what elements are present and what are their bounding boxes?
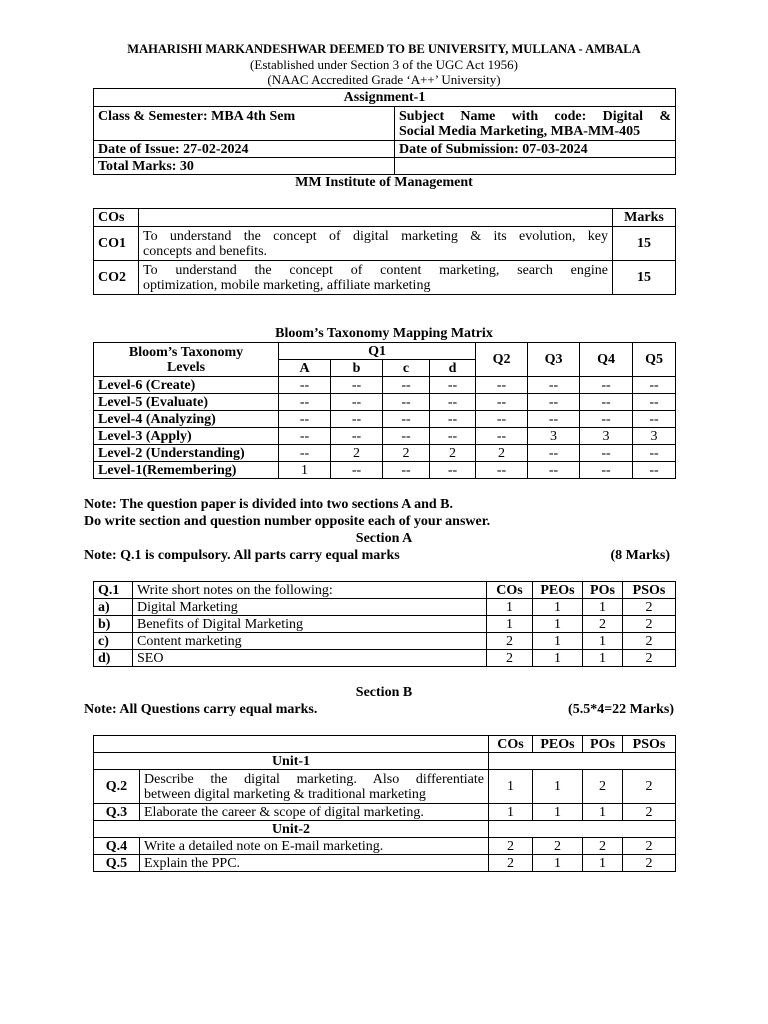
question-id: Q.4 — [94, 838, 140, 855]
part-text: Digital Marketing — [133, 599, 487, 616]
bloom-value: -- — [331, 411, 383, 428]
bloom-level: Level-1(Remembering) — [94, 462, 279, 479]
q1-text: Write short notes on the following: — [133, 582, 487, 599]
unit-1-header: Unit-1 — [94, 753, 489, 770]
psos-value: 2 — [623, 650, 676, 667]
note-sections: Note: The question paper is divided into two sections A and B. — [84, 497, 453, 512]
bloom-value: -- — [580, 445, 633, 462]
established-line: (Established under Section 3 of the UGC Act 1956) — [250, 57, 518, 72]
q1-sub-header: b — [331, 360, 383, 377]
peos-value: 1 — [533, 599, 583, 616]
bloom-value: -- — [279, 377, 331, 394]
part-id: c) — [94, 633, 133, 650]
bloom-value: -- — [279, 445, 331, 462]
bloom-value: 2 — [383, 445, 430, 462]
pos-value: 2 — [583, 616, 623, 633]
peos-value: 1 — [533, 804, 583, 821]
bloom-value: -- — [430, 462, 476, 479]
psos-value: 2 — [623, 633, 676, 650]
question-text — [140, 770, 489, 804]
bloom-value: 1 — [279, 462, 331, 479]
bloom-level: Level-6 (Create) — [94, 377, 279, 394]
pos-value: 1 — [583, 650, 623, 667]
bloom-value: -- — [528, 445, 580, 462]
pos-value: 2 — [583, 838, 623, 855]
pos-value: 1 — [583, 804, 623, 821]
psos-value: 2 — [623, 855, 676, 872]
peos-col-header: PEOs — [533, 582, 583, 599]
subject-cell — [395, 107, 676, 141]
bloom-value: -- — [430, 428, 476, 445]
cos-col-header: COs — [487, 582, 533, 599]
peos-value: 2 — [533, 838, 583, 855]
cos-value: 2 — [487, 650, 533, 667]
bloom-value: -- — [279, 394, 331, 411]
empty-cell — [395, 158, 676, 175]
part-id: d) — [94, 650, 133, 667]
bloom-value: -- — [633, 462, 676, 479]
bloom-level: Level-2 (Understanding) — [94, 445, 279, 462]
cos-col-header: COs — [489, 736, 533, 753]
question-id: Q.3 — [94, 804, 140, 821]
levels-header-line: Levels — [166, 359, 206, 375]
psos-col-header: PSOs — [623, 582, 676, 599]
bloom-matrix — [93, 342, 676, 479]
section-a-rows — [94, 599, 676, 667]
peos-col-header: PEOs — [533, 736, 583, 753]
bloom-value: 3 — [528, 428, 580, 445]
bloom-value: -- — [528, 394, 580, 411]
bloom-value: 2 — [430, 445, 476, 462]
co-marks: 15 — [613, 261, 676, 295]
psos-value: 2 — [623, 599, 676, 616]
section-a-note: Note: Q.1 is compulsory. All parts carry equal marks — [84, 548, 400, 563]
bloom-value: -- — [633, 411, 676, 428]
pos-value: 2 — [583, 770, 623, 804]
bloom-title: Bloom’s Taxonomy Mapping Matrix — [275, 326, 493, 341]
question-text: Write a detailed note on E-mail marketing. — [140, 838, 489, 855]
marks-header: Marks — [613, 209, 676, 227]
bloom-value: -- — [580, 394, 633, 411]
psos-value: 2 — [623, 838, 676, 855]
co-desc-line: To understand the concept of digital marketing & its evolution, key — [143, 228, 608, 244]
naac-line: (NAAC Accredited Grade ‘A++’ University) — [267, 72, 501, 87]
section-a-marks: (8 Marks) — [610, 548, 670, 563]
cos-value: 1 — [487, 616, 533, 633]
section-a-row — [94, 633, 676, 650]
bloom-row — [94, 377, 676, 394]
assignment-info-table — [93, 88, 676, 175]
psos-value: 2 — [623, 770, 676, 804]
pos-value: 1 — [583, 633, 623, 650]
bloom-value: -- — [383, 377, 430, 394]
part-text: Content marketing — [133, 633, 487, 650]
question-id: Q.2 — [94, 770, 140, 804]
q-header: Q5 — [633, 343, 676, 377]
bloom-value: -- — [580, 411, 633, 428]
bloom-value: -- — [476, 428, 528, 445]
part-text: SEO — [133, 650, 487, 667]
bloom-value: -- — [331, 377, 383, 394]
bloom-value: -- — [430, 377, 476, 394]
section-a-title: Section A — [355, 531, 413, 546]
section-b-table — [93, 735, 676, 872]
date-of-submission: Date of Submission: 07-03-2024 — [395, 141, 676, 158]
bloom-value: -- — [476, 411, 528, 428]
bloom-value: -- — [476, 377, 528, 394]
pos-value: 1 — [583, 599, 623, 616]
bloom-value: -- — [633, 445, 676, 462]
q-header: Q3 — [528, 343, 580, 377]
unit-2-header: Unit-2 — [94, 821, 489, 838]
bloom-value: -- — [430, 394, 476, 411]
bloom-value: 2 — [476, 445, 528, 462]
peos-value: 1 — [533, 770, 583, 804]
course-outcomes-table — [93, 208, 676, 295]
bloom-row — [94, 428, 676, 445]
section-b-marks: (5.5*4=22 Marks) — [568, 702, 674, 717]
bloom-rows — [94, 377, 676, 479]
assignment-title: Assignment-1 — [94, 89, 676, 107]
co-desc-line: To understand the concept of content marketing, search engine — [143, 262, 608, 278]
peos-value: 1 — [533, 633, 583, 650]
peos-value: 1 — [533, 616, 583, 633]
subject-line-1: Subject Name with code: Digital & — [399, 108, 672, 124]
bloom-value: -- — [383, 394, 430, 411]
q-header: Q4 — [580, 343, 633, 377]
bloom-value: -- — [476, 462, 528, 479]
peos-value: 1 — [533, 855, 583, 872]
question-text: Elaborate the career & scope of digital marketing. — [140, 804, 489, 821]
co-id: CO1 — [94, 227, 139, 261]
section-a-row — [94, 616, 676, 633]
q1-label: Q.1 — [94, 582, 133, 599]
levels-header — [94, 343, 279, 377]
bloom-row — [94, 462, 676, 479]
cos-value: 2 — [489, 855, 533, 872]
bloom-value: -- — [279, 411, 331, 428]
bloom-value: -- — [633, 377, 676, 394]
bloom-level: Level-4 (Analyzing) — [94, 411, 279, 428]
bloom-row — [94, 445, 676, 462]
bloom-value: -- — [528, 411, 580, 428]
cos-value: 2 — [487, 633, 533, 650]
unit-blank — [489, 821, 676, 838]
bloom-value: -- — [279, 428, 331, 445]
question-text: Explain the PPC. — [140, 855, 489, 872]
bloom-value: 3 — [580, 428, 633, 445]
class-semester: Class & Semester: MBA 4th Sem — [94, 107, 395, 141]
question-text-line: between digital marketing & traditional marketing — [144, 786, 426, 802]
section-a-table — [93, 581, 676, 667]
psos-value: 2 — [623, 804, 676, 821]
co-desc-line: optimization, mobile marketing, affiliate marketing — [143, 277, 431, 293]
section-a-row — [94, 599, 676, 616]
q1-sub-header: A — [279, 360, 331, 377]
unit-blank — [489, 753, 676, 770]
q-header: Q2 — [476, 343, 528, 377]
co-marks: 15 — [613, 227, 676, 261]
cos-value: 1 — [487, 599, 533, 616]
bloom-row — [94, 394, 676, 411]
psos-value: 2 — [623, 616, 676, 633]
section-a-row — [94, 650, 676, 667]
levels-header-line: Bloom’s Taxonomy — [128, 344, 244, 360]
bloom-value: -- — [633, 394, 676, 411]
q1-sub-header: d — [430, 360, 476, 377]
co-description — [139, 227, 613, 261]
co-desc-line: concepts and benefits. — [143, 243, 268, 259]
q1-sub-header: c — [383, 360, 430, 377]
cos-value: 1 — [489, 770, 533, 804]
bloom-value: -- — [580, 462, 633, 479]
total-marks: Total Marks: 30 — [94, 158, 395, 175]
peos-value: 1 — [533, 650, 583, 667]
pos-col-header: POs — [583, 736, 623, 753]
bloom-value: -- — [331, 428, 383, 445]
psos-col-header: PSOs — [623, 736, 676, 753]
university-name: MAHARISHI MARKANDESHWAR DEEMED TO BE UNIVERSITY, MULLANA - AMBALA — [127, 42, 641, 56]
date-of-issue: Date of Issue: 27-02-2024 — [94, 141, 395, 158]
part-id: a) — [94, 599, 133, 616]
bloom-value: -- — [331, 394, 383, 411]
note-write-section: Do write section and question number opposite each of your answer. — [84, 514, 491, 529]
pos-value: 1 — [583, 855, 623, 872]
bloom-level: Level-5 (Evaluate) — [94, 394, 279, 411]
co-description — [139, 261, 613, 295]
bloom-level: Level-3 (Apply) — [94, 428, 279, 445]
bloom-value: -- — [331, 462, 383, 479]
blank-header — [94, 736, 489, 753]
question-id: Q.5 — [94, 855, 140, 872]
bloom-value: 3 — [633, 428, 676, 445]
part-text: Benefits of Digital Marketing — [133, 616, 487, 633]
bloom-row — [94, 411, 676, 428]
bloom-value: -- — [430, 411, 476, 428]
institute-name: MM Institute of Management — [295, 175, 473, 190]
co-id: CO2 — [94, 261, 139, 295]
section-b-title: Section B — [355, 685, 413, 700]
cos-value: 2 — [489, 838, 533, 855]
subject-line-2: Social Media Marketing, MBA-MM-405 — [399, 123, 641, 139]
pos-col-header: POs — [583, 582, 623, 599]
part-id: b) — [94, 616, 133, 633]
section-b-note: Note: All Questions carry equal marks. — [84, 702, 318, 717]
bloom-value: -- — [528, 462, 580, 479]
q1-header: Q1 — [279, 343, 476, 360]
bloom-value: 2 — [331, 445, 383, 462]
bloom-value: -- — [476, 394, 528, 411]
cos-desc-header — [139, 209, 613, 227]
bloom-value: -- — [528, 377, 580, 394]
bloom-value: -- — [383, 462, 430, 479]
bloom-value: -- — [580, 377, 633, 394]
bloom-value: -- — [383, 411, 430, 428]
cos-value: 1 — [489, 804, 533, 821]
bloom-value: -- — [383, 428, 430, 445]
cos-header: COs — [94, 209, 139, 227]
question-text-line: Describe the digital marketing. Also differentiate — [144, 771, 484, 787]
